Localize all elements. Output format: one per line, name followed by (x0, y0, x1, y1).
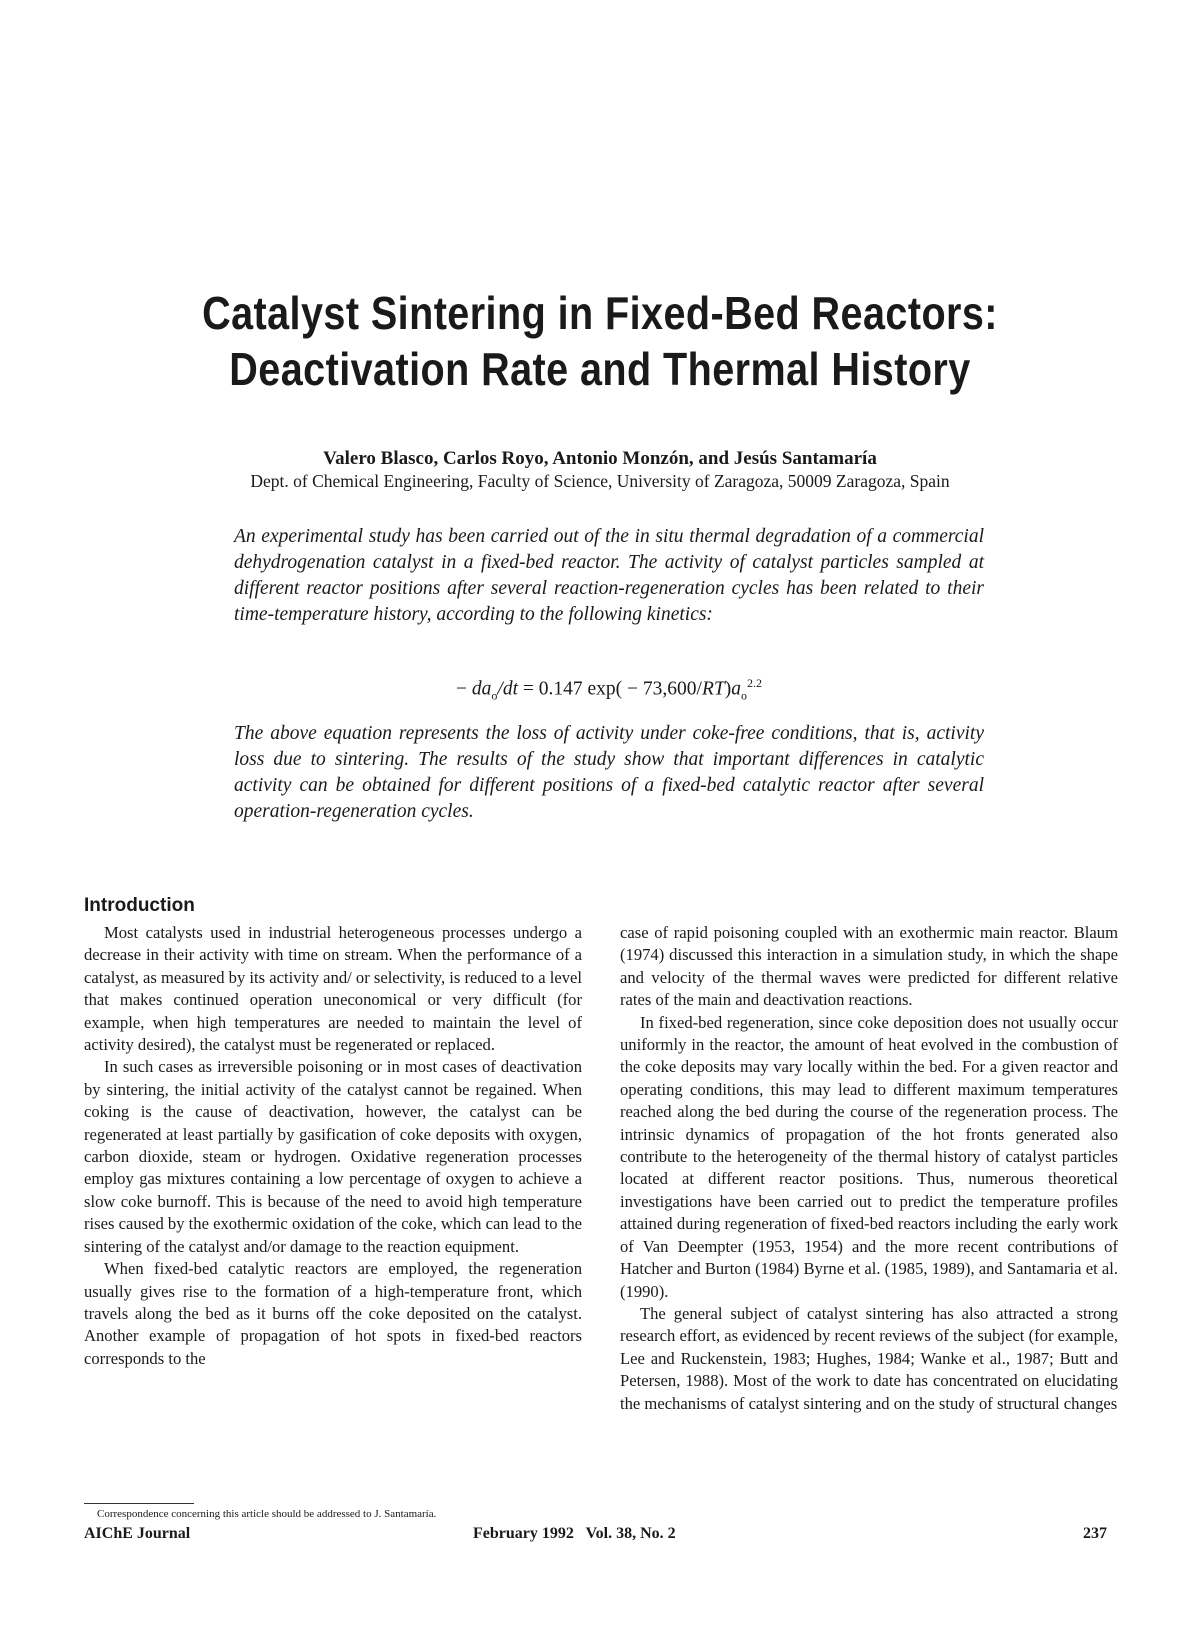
body-column-left (84, 922, 582, 1370)
title-line-2: Deactivation Rate and Thermal History (229, 343, 971, 395)
abstract-paragraph-2: The above equation represents the loss of activity under coke-free conditions, that is, activity loss due to sintering. The results of the study show that important differences in catalytic activity can be obtained for different positions of a fixed-bed catalytic reactor after several operation-regeneration cycles. (234, 723, 984, 822)
correspondence-footnote: Correspondence concerning this article should be addressed to J. Santamaría. (97, 1508, 437, 1520)
body-paragraph-continued: case of rapid poisoning coupled with an exothermic main reactor. Blaum (1974) discussed this interaction in a simulation study, in which the shape and velocity of the thermal waves were predicted for different relative rates of the main and deactivation reactions. (620, 923, 1118, 1010)
author-list: Valero Blasco, Carlos Royo, Antonio Monzón, and Jesús Santamaría (323, 448, 877, 469)
section-heading-introduction: Introduction (84, 895, 195, 916)
body-paragraph: Most catalysts used in industrial heterogeneous processes undergo a decrease in their activity with time on stream. When the performance of a catalyst, as measured by its activity and/ or selectivity, is reduced to a level that makes continued operation uneconomical or very difficult (for example, when high temperatures are needed to maintain the level of activity desired), the catalyst must be regenerated or replaced. (84, 923, 582, 1055)
footer-page-number: 237 (1083, 1525, 1107, 1542)
body-paragraph: The general subject of catalyst sintering has also attracted a strong research effort, as evidenced by recent reviews of the subject (for example, Lee and Ruckenstein, 1983; Hughes, 1984; Wanke et al., 1987; Butt and Petersen, 1988). Most of the work to date has concentrated on elucidating the mechanisms of catalyst sintering and on the study of structural changes (620, 1303, 1118, 1413)
body-column-right (620, 922, 1118, 1415)
footnote-rule (84, 1503, 194, 1504)
footer-date-volume: February 1992 Vol. 38, No. 2 (473, 1525, 676, 1542)
article-title (153, 285, 1047, 397)
body-paragraph: When fixed-bed catalytic reactors are employed, the regeneration usually gives rise to the formation of a high-temperature front, which travels along the bed as it burns off the coke deposited on the catalyst. Another example of propagation of hot spots in fixed-bed reactors corresponds to the (84, 1259, 582, 1368)
abstract-paragraph-1: An experimental study has been carried out of the in situ thermal degradation of a commercial dehydrogenation catalyst in a fixed-bed reactor. The activity of catalyst particles sampled at different reactor positions after several reaction-regeneration cycles has been related to their time-temperature history, according to the following kinetics: (234, 526, 984, 625)
title-line-1: Catalyst Sintering in Fixed-Bed Reactors: (202, 287, 998, 339)
footer-journal-name: AIChE Journal (84, 1525, 191, 1542)
body-paragraph: In such cases as irreversible poisoning or in most cases of deactivation by sintering, the initial activity of the catalyst cannot be regained. When coking is the cause of deactivation, however, the catalyst can be regenerated at least partially by gasification of coke deposits with oxygen, carbon dioxide, steam or hydrogen. Oxidative regeneration processes employ gas mixtures containing a low percentage of oxygen to achieve a slow coke burnoff. This is because of the need to avoid high temperature rises caused by the exothermic oxidation of the coke, which can lead to the sintering of the catalyst and/or damage to the reaction equipment. (84, 1057, 582, 1256)
body-paragraph: In fixed-bed regeneration, since coke deposition does not usually occur uniformly in the reactor, the amount of heat evolved in the combustion of the coke deposits may vary locally within the bed. For a given reactor and operating conditions, this may lead to different maximum temperatures reached along the bed during the course of the regeneration process. The intrinsic dynamics of propagation of the hot fronts generated also contribute to the heterogeneity of the thermal history of catalyst particles located at different reactor positions. Thus, numerous theoretical investigations have been carried out to predict the temperature profiles attained during regeneration of fixed-bed reactors including the early work of Van Deempter (1953, 1954) and the more recent contributions of Hatcher and Burton (1984) Byrne et al. (1985, 1989), and Santamaria et al. (1990). (620, 1012, 1118, 1301)
kinetics-equation: − $da_o/dt = 0.147$ $\exp( - 73,600/RT)a_o^{2.2}$ (456, 676, 762, 703)
affiliation: Dept. of Chemical Engineering, Faculty of Science, University of Zaragoza, 50009 Zaragoza, Spain (250, 471, 950, 491)
